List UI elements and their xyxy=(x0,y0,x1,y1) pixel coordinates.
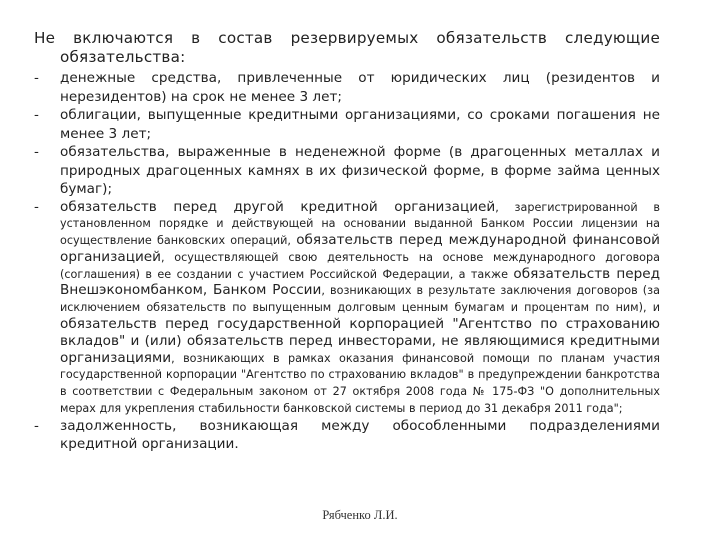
item-text-intl-note: , осуществляющей свою деятельность на основе международного договора (соглашения) в ее создании с участием Российской Федерации, а также xyxy=(60,250,660,281)
item-text-licence-note: , зарегистрированной в установленном порядке и действующей на основании выданной Банком России лицензии на осуществление банковских операций, xyxy=(60,200,660,248)
item-text-dia: обязательств перед государственной корпорацией "Агентство по страхованию вкладов" и (или) обязательств перед инвесторами, не являющимися кредитными организациями xyxy=(60,316,660,366)
list-dash: - xyxy=(34,144,39,160)
intro-paragraph: Не включаются в состав резервируемых обязательств следующие обязательства: xyxy=(34,29,660,66)
slide-body xyxy=(34,29,660,454)
list-item-internal-debt xyxy=(34,417,660,454)
list-item-bonds xyxy=(34,106,660,143)
item-text-veb-cbr: обязательств перед Внешэкономбанком, Банком России xyxy=(60,265,660,299)
item-text-credit-org: обязательств перед другой кредитной организацией xyxy=(60,198,496,215)
list-item-text: обязательства, выраженные в неденежной форме (в драгоценных металлах и природных драгоценных камнях в их физической форме, в форме займа ценных бумаг); xyxy=(60,144,660,197)
list-dash: - xyxy=(34,417,39,434)
list-dash: - xyxy=(34,107,39,123)
list-dash: - xyxy=(34,198,39,215)
list-item-text: денежные средства, привлеченные от юридических лиц (резидентов и нерезидентов) на срок не менее 3 лет; xyxy=(60,70,660,105)
item-text-contracts-note: , возникающих в результате заключения договоров (за исключением обязательств по выпущенным долговым ценным бумагам и процентам по ним), и xyxy=(60,284,660,315)
author-footer: Рябченко Л.И. xyxy=(322,508,398,522)
list-item-obligations xyxy=(34,199,660,417)
list-item-nonmonetary xyxy=(34,143,660,199)
list-item-cash xyxy=(34,69,660,106)
list-item-text: облигации, выпущенные кредитными организациями, со сроками погашения не менее 3 лет; xyxy=(60,107,660,142)
item-text-intl-org: обязательств перед международной финансовой организацией xyxy=(60,232,661,265)
list-dash: - xyxy=(34,70,39,86)
list-item-text: задолженность, возникающая между обособленными подразделениями кредитной организации. xyxy=(60,417,660,453)
item-text-dia-note: , возникающих в рамках оказания финансовой помощи по планам участия государственной корпорации "Агентство по страхованию вкладов" в предупреждении банкротства в соответствии с Федеральным законом от 27 октября 2008 года № 175-ФЗ "О дополнительных мерах для укрепления стабильности банковской системы в период до 31 декабря 2011 года"; xyxy=(60,351,660,416)
